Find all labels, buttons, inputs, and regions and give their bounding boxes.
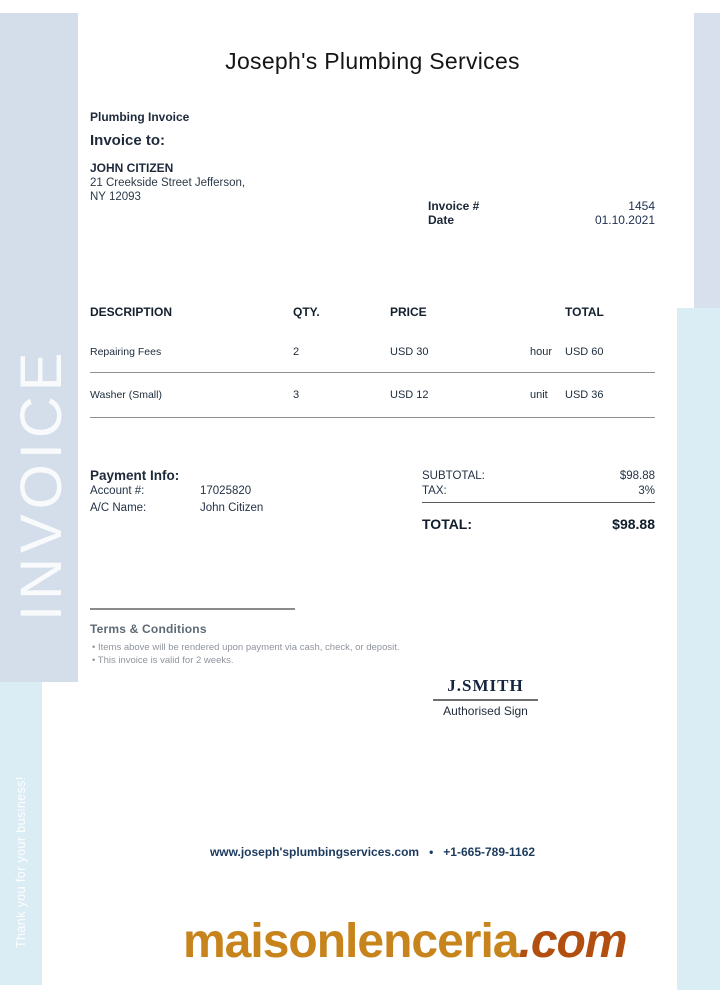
- invoice-vertical-label: INVOICE: [9, 347, 74, 621]
- col-header-total: TOTAL: [565, 305, 604, 319]
- footer-phone: +1-665-789-1162: [443, 845, 536, 859]
- subtotal-value: $98.88: [619, 470, 655, 482]
- invoice-to-heading: Invoice to:: [90, 132, 166, 149]
- watermark-brand: maisonlenceria: [183, 915, 519, 968]
- footer-website: www.joseph'splumbingservices.com: [209, 845, 420, 859]
- client-address-line1: 21 Creekside Street Jefferson,: [90, 177, 246, 189]
- table-row: [90, 373, 655, 418]
- payment-info-heading: Payment Info:: [90, 468, 180, 483]
- invoice-date-value: 01.10.2021: [594, 213, 655, 227]
- footer-separator-dot: •: [429, 845, 434, 859]
- ac-name-value: John Citizen: [200, 502, 264, 514]
- totals-block: [422, 469, 655, 532]
- cell-unit: hour: [530, 346, 553, 358]
- tax-value: 3%: [638, 485, 655, 497]
- col-header-qty: QTY.: [293, 305, 320, 319]
- cell-description: Washer (Small): [90, 389, 162, 401]
- watermark: [183, 914, 627, 969]
- terms-heading: Terms & Conditions: [90, 622, 207, 636]
- table-header-row: [90, 305, 655, 335]
- account-number-value: 17025820: [200, 485, 252, 497]
- invoice-page: [90, 0, 655, 1000]
- grand-total-value: $98.88: [612, 516, 655, 532]
- thank-you-vertical-label: Thank you for your business!: [14, 776, 28, 948]
- signature-block: [408, 676, 563, 718]
- cell-price: USD 30: [390, 346, 429, 358]
- doc-type-label: Plumbing Invoice: [90, 110, 190, 124]
- col-header-description: DESCRIPTION: [90, 305, 173, 319]
- cell-total: USD 36: [565, 389, 604, 401]
- watermark-tld: .com: [518, 915, 627, 968]
- cell-unit: unit: [530, 389, 548, 401]
- items-table: [90, 305, 655, 418]
- terms-list: [92, 641, 400, 667]
- cell-description: Repairing Fees: [90, 346, 162, 358]
- subtotal-label: SUBTOTAL:: [422, 470, 485, 482]
- payment-info-block: [90, 468, 390, 517]
- client-address-line2: NY 12093: [90, 191, 141, 203]
- terms-divider: [90, 608, 295, 610]
- company-title: Joseph's Plumbing Services: [225, 48, 520, 74]
- cell-price: USD 12: [390, 389, 429, 401]
- right-accent-strip-top: [694, 13, 720, 308]
- terms-item: • This invoice is valid for 2 weeks.: [92, 654, 400, 667]
- ac-name-label: A/C Name:: [90, 502, 147, 514]
- account-number-label: Account #:: [90, 485, 145, 497]
- invoice-number-label: Invoice #: [428, 199, 480, 213]
- right-accent-strip-bottom: [677, 308, 720, 990]
- cell-qty: 2: [293, 346, 300, 358]
- client-name: JOHN CITIZEN: [90, 161, 174, 175]
- table-row: [90, 335, 655, 373]
- cell-total: USD 60: [565, 346, 604, 358]
- invoice-date-label: Date: [428, 213, 455, 227]
- signature-caption: Authorised Sign: [443, 704, 528, 718]
- col-header-price: PRICE: [390, 305, 427, 319]
- footer-contact-line: [90, 845, 655, 859]
- invoice-number-value: 1454: [628, 199, 655, 213]
- invoice-meta: [428, 199, 655, 227]
- terms-item: • Items above will be rendered upon payment via cash, check, or deposit.: [92, 641, 400, 654]
- tax-label: TAX:: [422, 485, 447, 497]
- grand-total-label: TOTAL:: [422, 516, 473, 532]
- cell-qty: 3: [293, 389, 300, 401]
- signature-name: J.SMITH: [433, 676, 537, 701]
